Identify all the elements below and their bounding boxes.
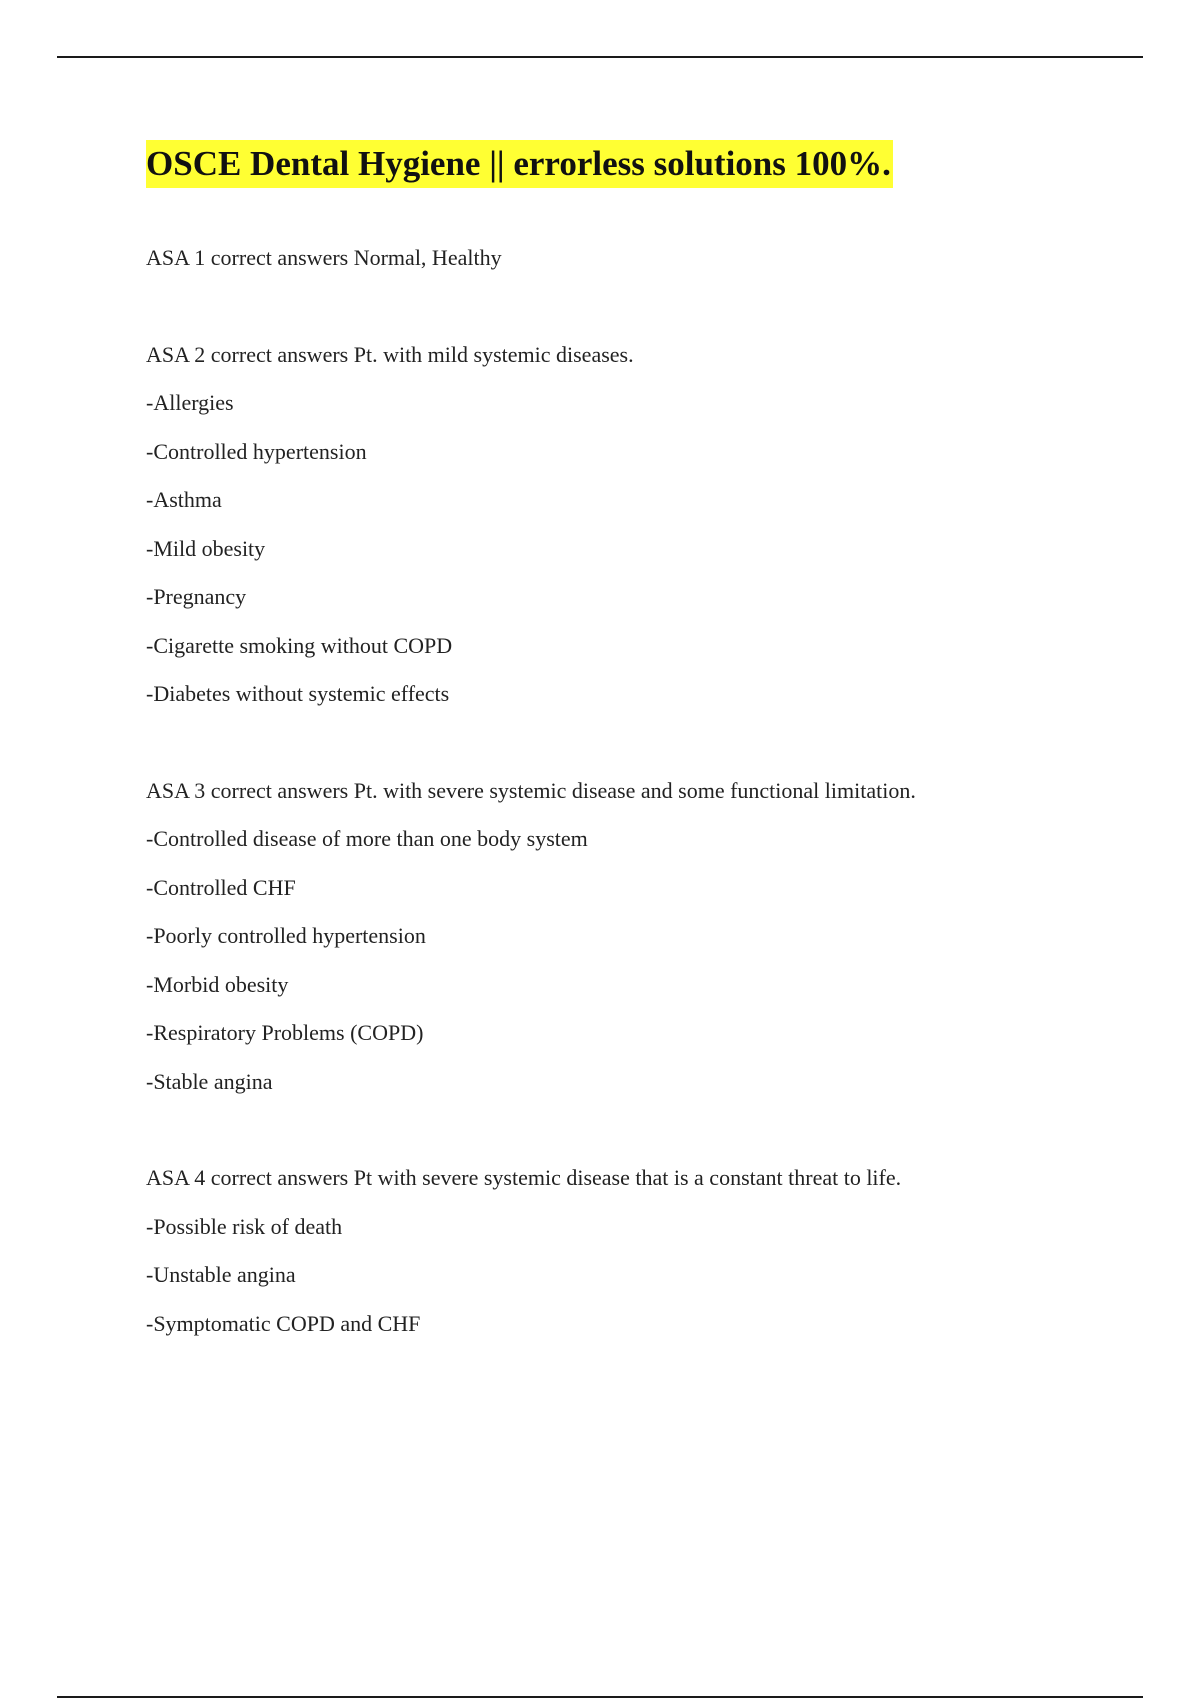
list-item: -Controlled disease of more than one body system <box>146 826 588 851</box>
document-title: OSCE Dental Hygiene || errorless solutions 100%. <box>146 140 893 188</box>
section-heading: ASA 2 correct answers Pt. with mild systemic diseases. <box>146 341 634 367</box>
list-item: -Asthma <box>146 487 222 512</box>
list-item: -Controlled hypertension <box>146 438 367 464</box>
section-asa-2 <box>146 331 1096 719</box>
section-asa-1 <box>146 234 1096 283</box>
list-item: -Unstable angina <box>146 1262 296 1287</box>
document-body <box>146 140 1096 1348</box>
top-divider <box>57 56 1143 58</box>
list-item: -Pregnancy <box>146 584 247 609</box>
section-asa-3 <box>146 767 1096 1107</box>
bottom-divider <box>57 1696 1143 1698</box>
list-item: -Possible risk of death <box>146 1213 343 1239</box>
section-heading: ASA 4 correct answers Pt with severe systemic disease that is a constant threat to life. <box>146 1165 902 1190</box>
list-item: -Cigarette smoking without COPD <box>146 632 453 658</box>
section-heading: ASA 1 correct answers Normal, Healthy <box>146 245 502 270</box>
list-item: -Allergies <box>146 390 234 415</box>
list-item: -Controlled CHF <box>146 874 296 900</box>
list-item: -Symptomatic COPD and CHF <box>146 1310 421 1336</box>
list-item: -Diabetes without systemic effects <box>146 681 450 706</box>
list-item: -Respiratory Problems (COPD) <box>146 1020 424 1045</box>
list-item: -Morbid obesity <box>146 971 289 997</box>
list-item: -Stable angina <box>146 1068 273 1094</box>
list-item: -Mild obesity <box>146 535 266 561</box>
section-asa-4 <box>146 1154 1096 1348</box>
list-item: -Poorly controlled hypertension <box>146 923 426 948</box>
section-heading: ASA 3 correct answers Pt. with severe systemic disease and some functional limitation. <box>146 777 916 803</box>
